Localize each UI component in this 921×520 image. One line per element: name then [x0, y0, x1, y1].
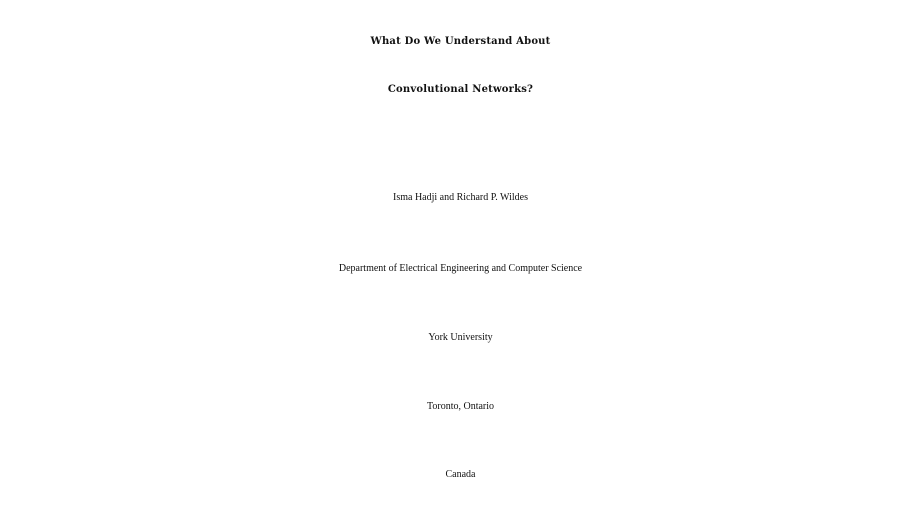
affiliation-city: Toronto, Ontario [426, 401, 495, 412]
affiliation-country: Canada [445, 469, 476, 480]
affiliation-department: Department of Electrical Engineering and Computer Science [338, 263, 583, 274]
paper-title-line-1: What Do We Understand About [370, 36, 551, 47]
affiliation-university: York University [428, 332, 493, 343]
paper-authors: Isma Hadji and Richard P. Wildes [393, 192, 528, 203]
paper-title-line-2: Convolutional Networks? [387, 84, 534, 95]
